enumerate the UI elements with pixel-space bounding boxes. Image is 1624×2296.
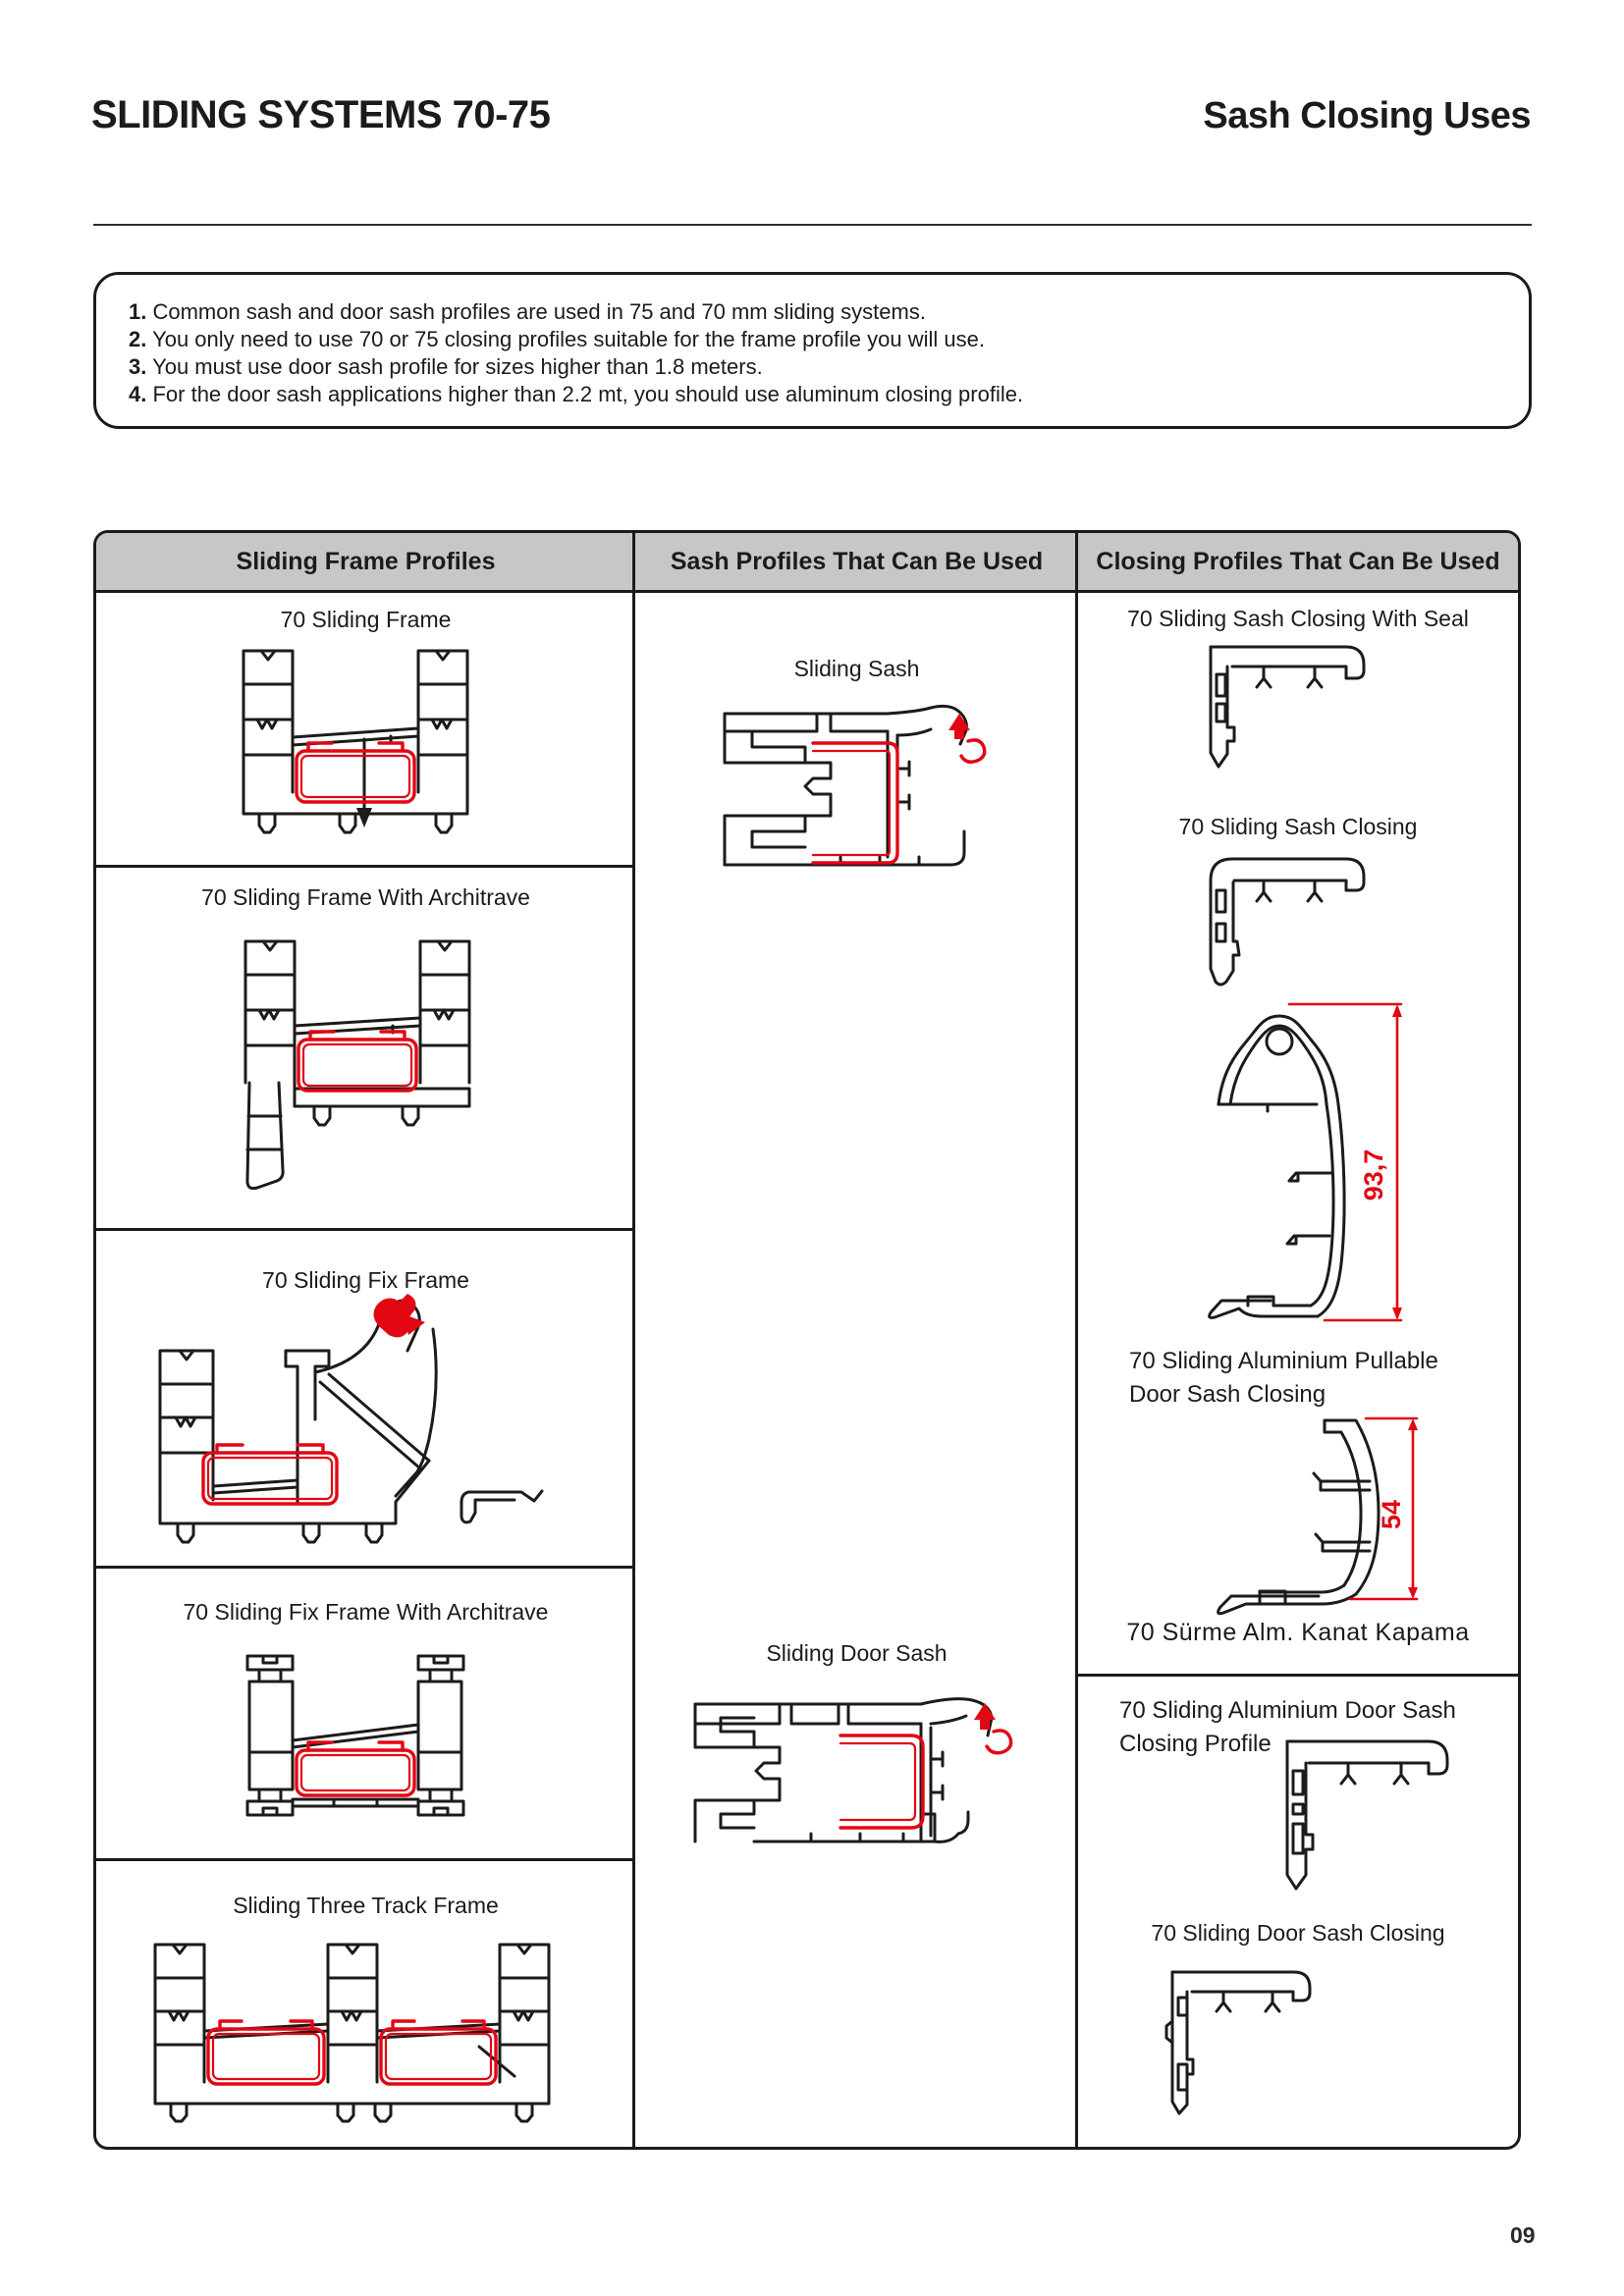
drawing-sash-closing-with-seal [1201, 641, 1376, 776]
drawing-three-track-frame [155, 1937, 549, 2118]
col-header-frame-profiles: Sliding Frame Profiles [236, 547, 496, 575]
label-door-sash-closing: 70 Sliding Door Sash Closing [1151, 1920, 1445, 1946]
table-divider [96, 1566, 635, 1569]
label-sliding-frame: 70 Sliding Frame [280, 607, 452, 632]
page-subtitle: Sash Closing Uses [1203, 95, 1531, 136]
table-divider [96, 865, 635, 868]
label-pullable-line2: Door Sash Closing [1129, 1381, 1326, 1408]
note-3: 3. You must use door sash profile for sizes higher than 1.8 meters. [129, 354, 763, 379]
page-title: SLIDING SYSTEMS 70-75 [91, 93, 551, 136]
label-surme-kanat-kapama: 70 Sürme Alm. Kanat Kapama [1126, 1619, 1470, 1646]
notes-box [93, 272, 1532, 429]
col-header-sash-profiles: Sash Profiles That Can Be Used [670, 547, 1044, 575]
table-divider [96, 590, 1518, 593]
note-2: 2. You only need to use 70 or 75 closing profiles suitable for the frame profile you will use. [129, 327, 985, 351]
label-sliding-fix-frame: 70 Sliding Fix Frame [262, 1267, 469, 1293]
dimension-54: 54 [1377, 1499, 1406, 1530]
drawing-sliding-frame-architrave [245, 935, 469, 1205]
label-alu-door-line1: 70 Sliding Aluminium Door Sash [1119, 1697, 1456, 1724]
drawing-door-sash-closing [1163, 1964, 1326, 2121]
label-sliding-sash: Sliding Sash [793, 656, 920, 681]
drawing-pullable-closing-curved [1201, 1413, 1423, 1611]
label-sliding-frame-architrave: 70 Sliding Frame With Architrave [201, 884, 530, 910]
drawing-alu-door-sash-closing [1275, 1734, 1459, 1896]
label-sliding-door-sash: Sliding Door Sash [766, 1640, 947, 1666]
header-rule [93, 224, 1532, 226]
drawing-sliding-fix-frame [160, 1294, 546, 1537]
col-header-closing-profiles: Closing Profiles That Can Be Used [1096, 547, 1500, 575]
table-divider [1075, 1674, 1518, 1677]
label-sliding-fix-frame-architrave: 70 Sliding Fix Frame With Architrave [183, 1599, 549, 1625]
table-divider [1075, 533, 1078, 2147]
profiles-table [93, 530, 1521, 2150]
label-pullable-line1: 70 Sliding Aluminium Pullable [1129, 1348, 1438, 1374]
drawing-sliding-fix-frame-architrave [244, 1652, 467, 1830]
drawing-pullable-closing-bell [1179, 1000, 1407, 1326]
drawing-sliding-frame [244, 645, 467, 845]
label-sash-closing-seal: 70 Sliding Sash Closing With Seal [1127, 606, 1469, 631]
label-sash-closing: 70 Sliding Sash Closing [1178, 814, 1418, 839]
note-1: 1. Common sash and door sash profiles are used in 75 and 70 mm sliding systems. [129, 299, 926, 324]
dimension-93-7: 93,7 [1359, 1148, 1388, 1201]
table-divider [96, 1858, 635, 1861]
label-alu-door-line2: Closing Profile [1119, 1731, 1272, 1757]
label-three-track-frame: Sliding Three Track Frame [233, 1893, 499, 1918]
note-4: 4. For the door sash applications higher than 2.2 mt, you should use aluminum closing profile. [129, 382, 1024, 406]
table-divider [96, 1228, 635, 1231]
page-number: 09 [1510, 2222, 1536, 2248]
drawing-sliding-door-sash [693, 1694, 1019, 1856]
drawing-sliding-sash [723, 706, 991, 873]
drawing-sash-closing [1201, 853, 1376, 995]
